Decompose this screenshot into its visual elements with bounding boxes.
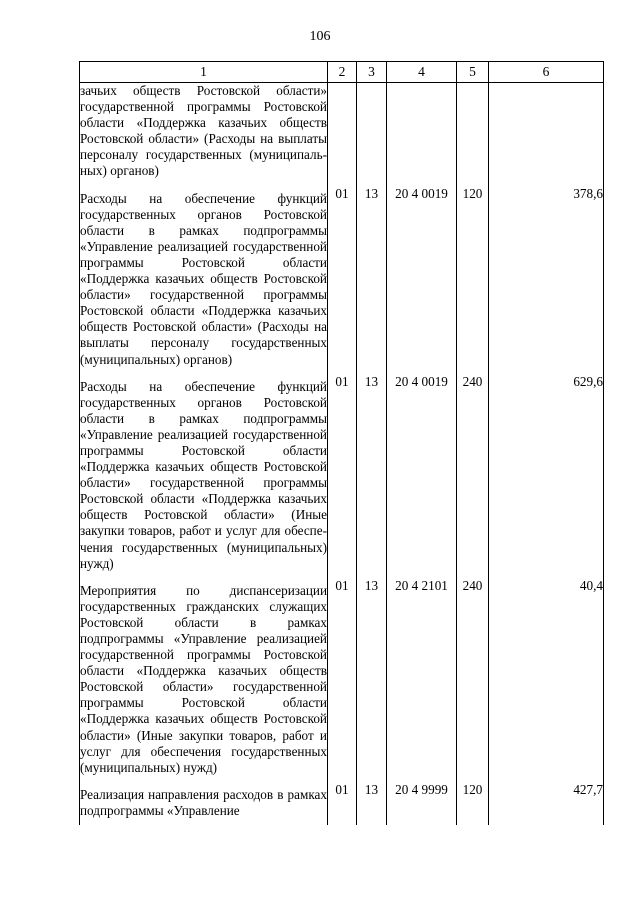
table-header-row	[80, 62, 604, 83]
row-subsection-code: 13	[357, 578, 387, 782]
row-section-code: 01	[328, 782, 357, 825]
row-description: Расходы на обеспечение функций государственных органов Ростовской области в рамках подпрограммы «Управление реализацией государственной программы Ростовской области «Поддержка казачьих обществ Ростовской области» государственной программы Ростовской области «Поддержка казачьих обществ Ростовской области» (Расходы на выплаты персоналу государственных (муниципальных) органов)	[80, 186, 328, 374]
header-col-1: 1	[80, 62, 328, 83]
row-expense-type: 240	[457, 578, 489, 782]
budget-table	[79, 61, 604, 825]
table-row	[80, 374, 604, 578]
table-row	[80, 83, 604, 186]
row-expense-type: 120	[457, 782, 489, 825]
row-description: зачьих обществ Ростовской области» государственной программы Ростовской области «Поддержка казачьих обществ Ростовской области» (Расходы на выплаты персоналу государственных (муниципальных) органов)	[80, 83, 328, 186]
header-col-4: 4	[387, 62, 457, 83]
row-expense-type: 240	[457, 374, 489, 578]
row-subsection-code: 13	[357, 374, 387, 578]
row-target-article: 20 4 0019	[387, 186, 457, 374]
row-section-code	[328, 83, 357, 186]
header-col-6: 6	[489, 62, 604, 83]
row-expense-type: 120	[457, 186, 489, 374]
row-expense-type	[457, 83, 489, 186]
row-amount: 378,6	[489, 186, 604, 374]
row-amount	[489, 83, 604, 186]
row-target-article: 20 4 9999	[387, 782, 457, 825]
row-subsection-code	[357, 83, 387, 186]
header-col-2: 2	[328, 62, 357, 83]
row-description: Расходы на обеспечение функций государственных органов Ростовской области в рамках подпрограммы «Управление реализацией государственной программы Ростовской области «Поддержка казачьих обществ Ростовской области» государственной программы Ростовской области «Поддержка казачьих обществ Ростовской области» (Иные закупки товаров, работ и услуг для обеспечения государственных (муниципальных) нужд)	[80, 374, 328, 578]
row-section-code: 01	[328, 186, 357, 374]
header-col-3: 3	[357, 62, 387, 83]
row-amount: 40,4	[489, 578, 604, 782]
row-section-code: 01	[328, 578, 357, 782]
table-row	[80, 578, 604, 782]
row-target-article	[387, 83, 457, 186]
row-section-code: 01	[328, 374, 357, 578]
row-description: Реализация направления расходов в рамках подпрограммы «Управление	[80, 782, 328, 825]
row-description: Мероприятия по диспансеризации государственных гражданских служащих Ростовской области в рамках подпрограммы «Управление реализацией государственной программы Ростовской области «Поддержка казачьих обществ Ростовской области» государственной программы Ростовской области «Поддержка казачьих обществ Ростовской области» (Иные закупки товаров, работ и услуг для обеспечения государственных (муниципальных) нужд)	[80, 578, 328, 782]
header-col-5: 5	[457, 62, 489, 83]
table-row	[80, 186, 604, 374]
row-amount: 629,6	[489, 374, 604, 578]
row-target-article: 20 4 2101	[387, 578, 457, 782]
row-subsection-code: 13	[357, 782, 387, 825]
table-row	[80, 782, 604, 825]
row-subsection-code: 13	[357, 186, 387, 374]
row-target-article: 20 4 0019	[387, 374, 457, 578]
row-amount: 427,7	[489, 782, 604, 825]
page-number: 106	[309, 29, 331, 44]
